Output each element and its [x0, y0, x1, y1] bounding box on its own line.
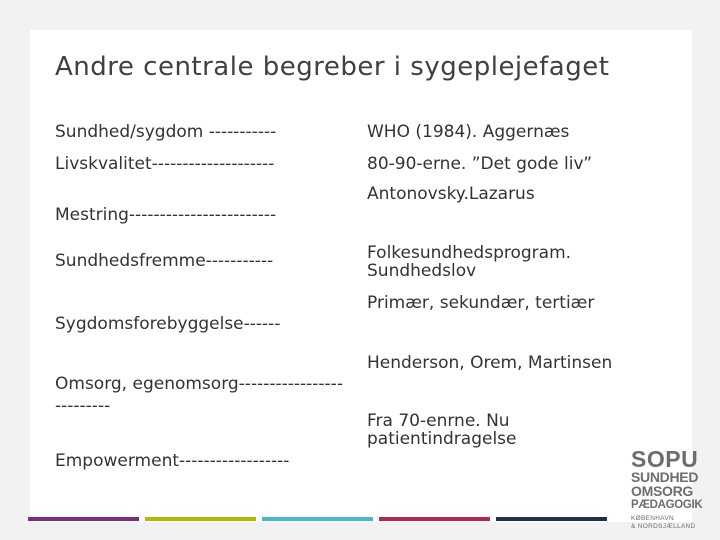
term-sundhed-sygdom: Sundhed/sygdom ----------- — [55, 122, 277, 142]
logo-omsorg: OMSORG — [631, 483, 693, 499]
desc-sygdomsforebyggelse: Primær, sekundær, tertiær — [367, 293, 595, 313]
logo-sundhed: SUNDHED — [631, 469, 699, 485]
logo-sopu: SOPU — [631, 446, 699, 472]
footer-color-bars — [28, 517, 608, 521]
footer-bar-crimson — [379, 517, 490, 521]
desc-sundhed-sygdom: WHO (1984). Aggernæs — [367, 122, 570, 142]
logo-paedagogik: PÆDAGOGIK — [631, 499, 703, 511]
footer-bar-cyan — [262, 517, 373, 521]
term-sundhedsfremme: Sundhedsfremme----------- — [55, 251, 274, 271]
term-empowerment: Empowerment------------------ — [55, 451, 290, 471]
term-sygdomsforebyggelse: Sygdomsforebyggelse------ — [55, 314, 281, 334]
term-omsorg-egenomsorg: Omsorg, egenomsorg-------------------------- — [55, 374, 343, 416]
logo-nordsjaelland: & NORDSJÆLLAND — [631, 523, 696, 530]
desc-mestring: Antonovsky.Lazarus — [367, 184, 535, 204]
desc-livskvalitet: 80-90-erne. ”Det gode liv” — [367, 154, 593, 174]
sopu-logo — [631, 446, 703, 531]
desc-sundhedsfremme: Folkesundhedsprogram. Sundhedslov — [367, 243, 572, 281]
logo-koebenhavn: KØBENHAVN — [631, 515, 675, 522]
term-mestring: Mestring------------------------ — [55, 205, 277, 225]
footer-bar-purple — [28, 517, 139, 521]
desc-empowerment: Fra 70-enrne. Nu patientindragelse — [367, 411, 517, 449]
term-livskvalitet: Livskvalitet-------------------- — [55, 154, 275, 174]
footer-bar-lime — [145, 517, 256, 521]
slide-title: Andre centrale begreber i sygeplejefaget — [55, 52, 610, 82]
desc-omsorg-egenomsorg: Henderson, Orem, Martinsen — [367, 353, 613, 373]
footer-bar-navy — [496, 517, 607, 521]
